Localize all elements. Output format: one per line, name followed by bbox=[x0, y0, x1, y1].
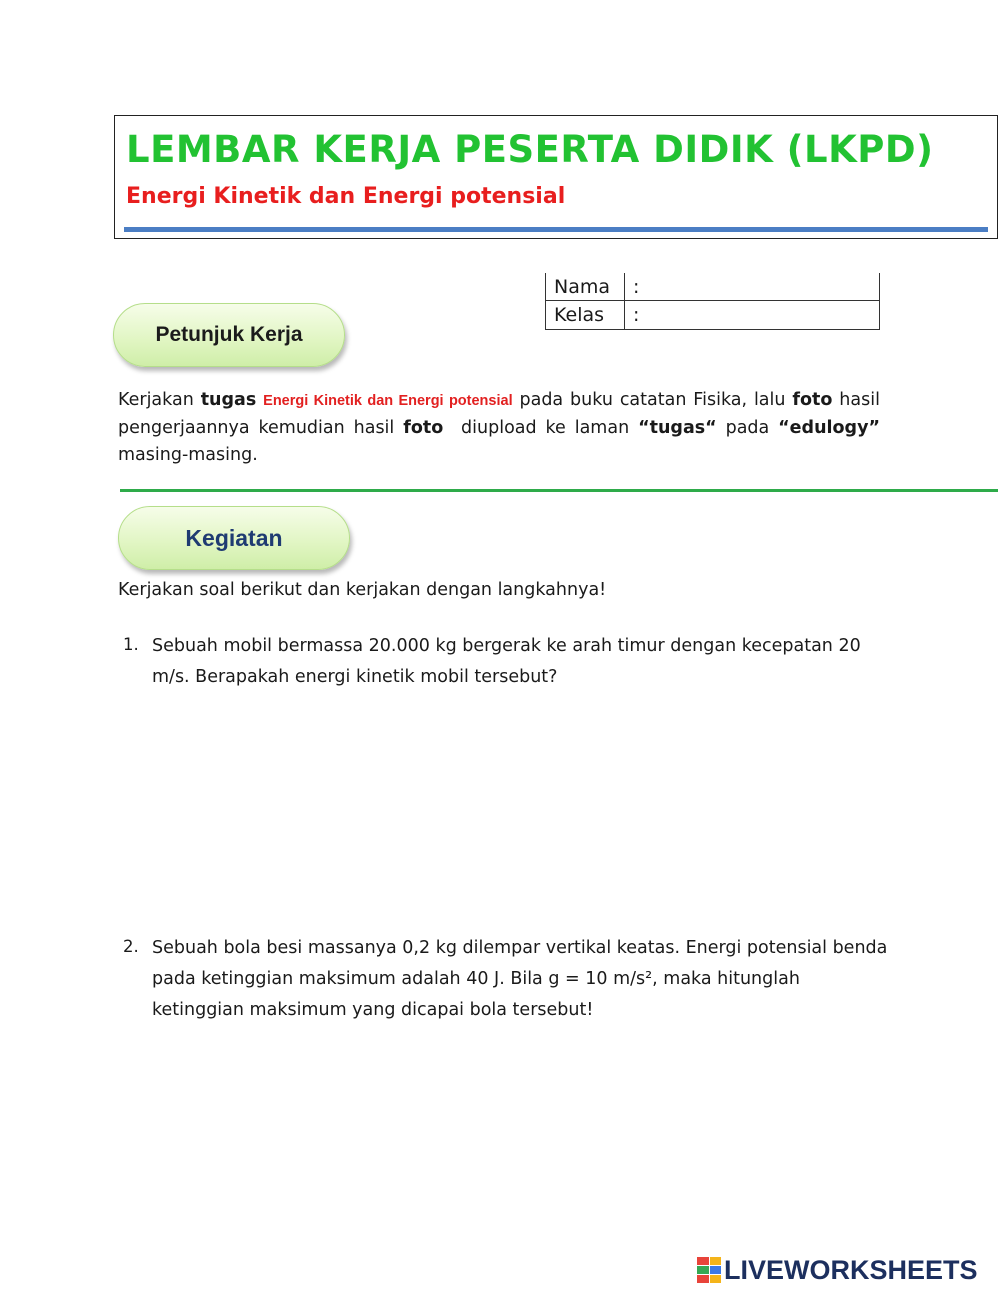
name-label: Nama bbox=[546, 273, 625, 301]
liveworksheets-logo bbox=[697, 1256, 978, 1284]
logo-block bbox=[697, 1257, 709, 1265]
instructions-paragraph bbox=[118, 387, 880, 469]
logo-block bbox=[710, 1275, 722, 1283]
instr-bold: “tugas“ bbox=[638, 418, 717, 438]
logo-block bbox=[697, 1266, 709, 1274]
question-number: 2. bbox=[123, 937, 139, 956]
instr-text: diupload ke laman bbox=[443, 418, 639, 438]
instr-text: Kerjakan bbox=[118, 390, 201, 410]
class-field[interactable]: : bbox=[625, 301, 880, 330]
instr-bold: foto bbox=[792, 390, 833, 410]
instr-topic: Energi Kinetik dan Energi potensial bbox=[263, 393, 513, 409]
logo-block bbox=[710, 1266, 722, 1274]
logo-block bbox=[710, 1257, 722, 1265]
question-text: Sebuah bola besi massanya 0,2 kg dilempar vertikal keatas. Energi potensial benda pada ketinggian maksimum adalah 40 J. Bila g = 10 m/s², maka hitunglah ketinggian maksimum yang dicapai bola tersebut! bbox=[152, 938, 888, 1020]
instr-bold: foto bbox=[403, 418, 444, 438]
instr-text: masing-masing. bbox=[118, 445, 258, 465]
question-text: Sebuah mobil bermassa 20.000 kg bergerak ke arah timur dengan kecepatan 20 m/s. Berapakah energi kinetik mobil tersebut? bbox=[152, 636, 861, 687]
identity-table bbox=[545, 273, 880, 330]
instructions-heading: Petunjuk Kerja bbox=[113, 303, 345, 367]
logo-block bbox=[697, 1275, 709, 1283]
identity-row-nama bbox=[546, 273, 880, 301]
instr-text: hasil pengerjaannya kemudian hasil bbox=[118, 390, 880, 438]
header-divider bbox=[124, 227, 988, 232]
logo-mark-icon bbox=[697, 1257, 721, 1283]
class-label: Kelas bbox=[546, 301, 625, 330]
name-field[interactable]: : bbox=[625, 273, 880, 301]
identity-row-kelas bbox=[546, 301, 880, 330]
instr-bold: “edulogy” bbox=[778, 418, 880, 438]
section-divider bbox=[120, 489, 998, 492]
activity-heading: Kegiatan bbox=[118, 506, 350, 570]
instr-bold: tugas bbox=[200, 390, 257, 410]
question-number: 1. bbox=[123, 635, 139, 654]
logo-text: LIVEWORKSHEETS bbox=[724, 1254, 978, 1285]
instr-text: pada buku catatan Fisika, lalu bbox=[512, 390, 793, 410]
instr-text: pada bbox=[716, 418, 779, 438]
activity-intro: Kerjakan soal berikut dan kerjakan dengan langkahnya! bbox=[118, 580, 607, 600]
worksheet-title: LEMBAR KERJA PESERTA DIDIK (LKPD) bbox=[126, 128, 934, 171]
worksheet-subtitle: Energi Kinetik dan Energi potensial bbox=[126, 184, 566, 209]
